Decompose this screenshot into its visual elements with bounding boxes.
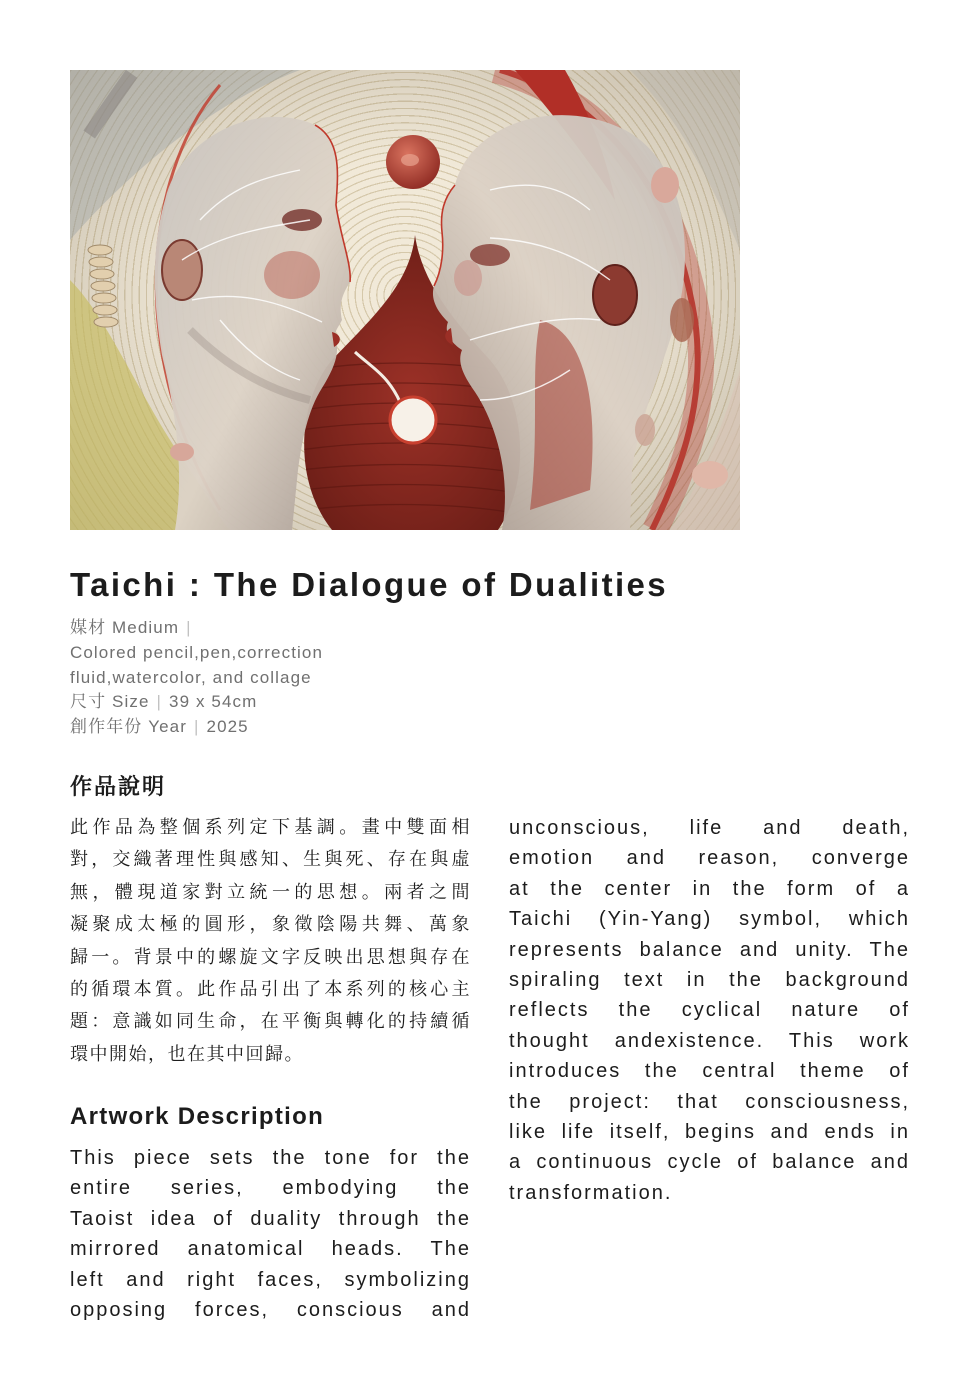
artwork-meta — [70, 616, 323, 740]
zh-description-heading: 作品說明 — [70, 775, 167, 800]
size-value: 39 x 54cm — [169, 692, 258, 712]
en-description-line: at the center in the form of a — [509, 877, 910, 900]
en-description-line: transformation. — [509, 1181, 673, 1204]
en-description-line: left and right faces, symbolizing — [70, 1268, 471, 1291]
size-label: 尺寸 Size — [70, 692, 150, 712]
artwork-image — [70, 70, 740, 530]
zh-description-body — [70, 812, 471, 1071]
size-row — [70, 690, 323, 715]
en-description-line: mirrored anatomical heads. The — [70, 1238, 471, 1261]
en-description-line: like life itself, begins and ends in — [509, 1121, 910, 1144]
separator: | — [186, 618, 192, 637]
en-description-line: unconscious, life and death, — [509, 817, 910, 839]
separator: | — [193, 717, 200, 737]
separator: | — [156, 692, 163, 712]
en-description-line: introduces the central theme of — [509, 1060, 910, 1083]
zh-description-line: 無，體現道家對立統一的思想。兩者之間 — [70, 881, 471, 903]
en-description-line: the project: that consciousness, — [509, 1090, 910, 1113]
en-description-line: opposing forces, conscious and — [70, 1299, 471, 1322]
taichi-red-circle — [386, 135, 440, 189]
en-description-line: This piece sets the tone for the — [70, 1147, 471, 1169]
zh-description-line: 題：意識如同生命，在平衡與轉化的持續循 — [70, 1011, 471, 1033]
en-description-line: entire series, embodying the — [70, 1177, 471, 1200]
year-value: 2025 — [206, 717, 249, 737]
zh-description-line: 的循環本質。此作品引出了本系列的核心主 — [70, 979, 471, 1001]
en-description-line: reflects the cyclical nature of — [509, 999, 910, 1022]
en-description-line: a continuous cycle of balance and — [509, 1151, 910, 1174]
medium-value-line: Colored pencil,pen,correction — [70, 642, 324, 662]
zh-description-line: 此作品為整個系列定下基調。畫中雙面相 — [70, 817, 471, 838]
medium-row — [70, 616, 323, 641]
year-row — [70, 715, 323, 740]
en-description-line: Taoist idea of duality through the — [70, 1207, 471, 1230]
en-description-column-left — [70, 1143, 471, 1325]
en-description-heading: Artwork Description — [70, 1103, 325, 1130]
medium-label: 媒材 Medium — [70, 618, 180, 637]
en-description-line: represents balance and unity. The — [509, 938, 910, 961]
zh-description-line: 歸一。背景中的螺旋文字反映出思想與存在 — [70, 946, 471, 968]
artwork-title: Taichi : The Dialogue of Dualities — [70, 566, 669, 603]
zh-description-line: 環中開始，也在其中回歸。 — [70, 1043, 304, 1065]
en-description-line: Taichi (Yin-Yang) symbol, which — [509, 908, 910, 931]
zh-description-line: 凝聚成太極的圓形，象徵陰陽共舞、萬象 — [70, 914, 471, 936]
en-description-line: emotion and reason, converge — [509, 847, 910, 870]
year-label: 創作年份 Year — [70, 717, 187, 737]
medium-value-line: fluid,watercolor, and collage — [70, 667, 312, 687]
en-description-line: spiraling text in the background — [509, 969, 910, 992]
en-description-line: thought andexistence. This work — [509, 1029, 910, 1052]
artwork-painting — [70, 70, 740, 530]
en-description-column-right — [509, 813, 910, 1208]
zh-description-line: 對，交織著理性與感知、生與死、存在與虛 — [70, 849, 471, 871]
